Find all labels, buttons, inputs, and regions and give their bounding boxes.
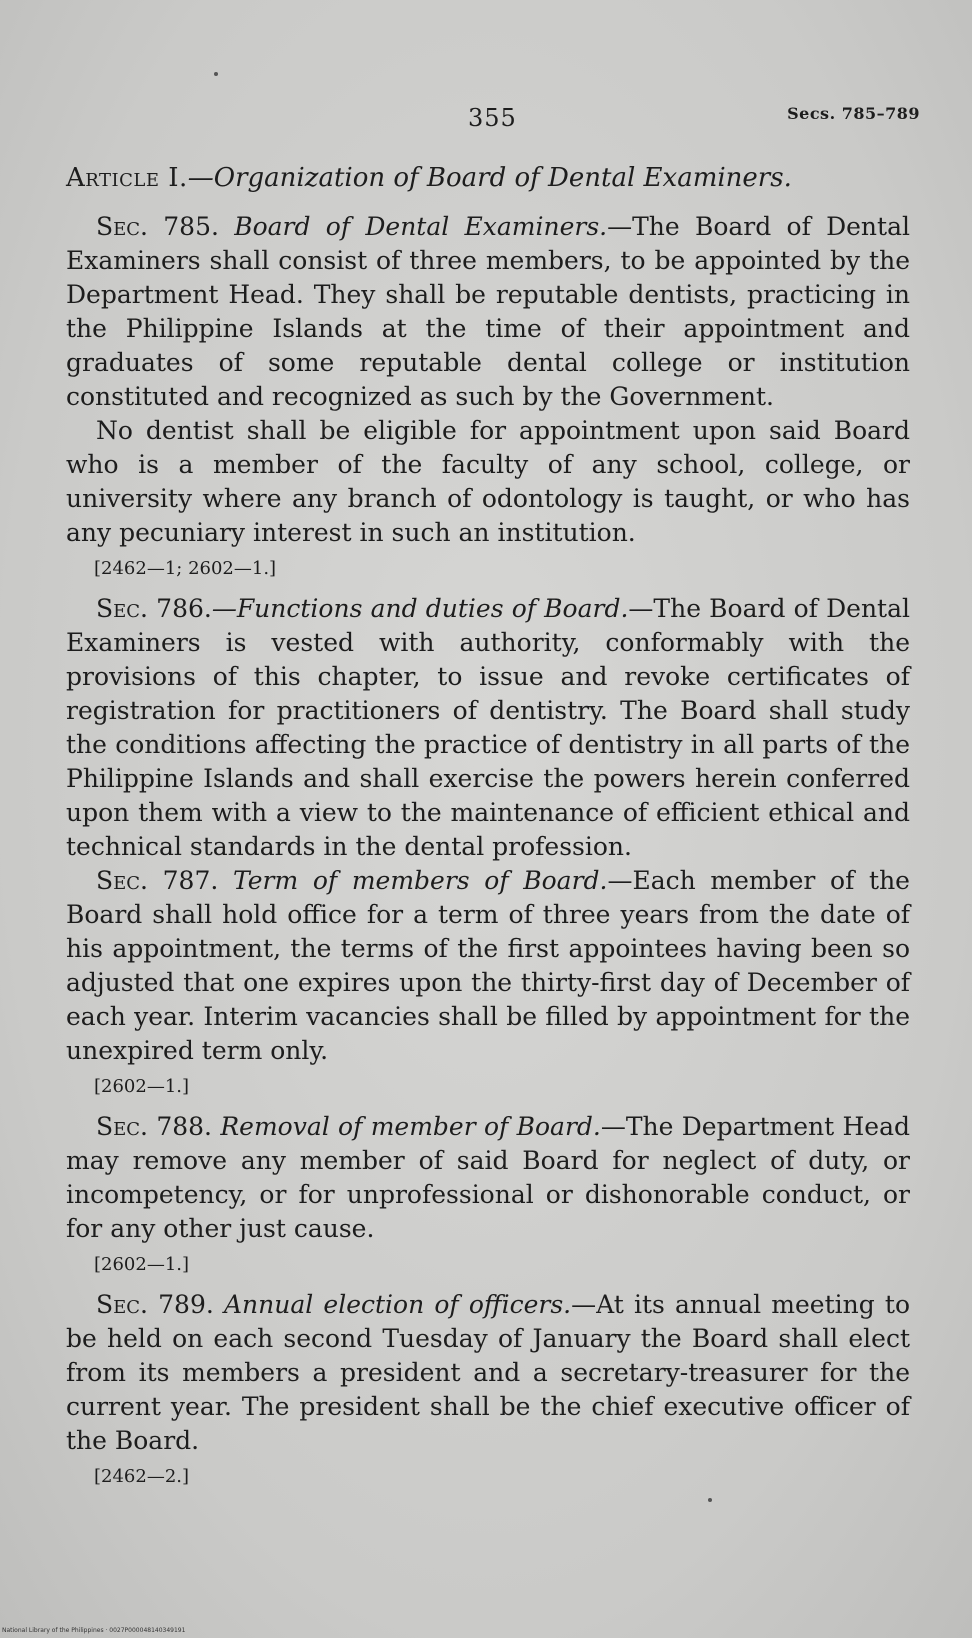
section-paragraph-2: No dentist shall be eligible for appointment upon said Board who is a member of the faculty of any school, college, or university where any branch of odontology is taught, or who has any pecuniary interest in such an institution. bbox=[66, 416, 910, 547]
article-title: —Organization of Board of Dental Examiners. bbox=[187, 163, 792, 193]
page-body bbox=[66, 160, 910, 1500]
section-number: Sec. 786. bbox=[96, 594, 212, 623]
section-number: Sec. 789. bbox=[96, 1290, 214, 1319]
section-text: —The Department Head may remove any member of said Board for neglect of duty, or incompetency, or for unprofessional or dishonorable conduct, or for any other just cause. bbox=[66, 1112, 910, 1243]
section-title: Annual election of officers. bbox=[224, 1290, 572, 1319]
section-title: —Functions and duties of Board. bbox=[211, 594, 629, 623]
section-title: Board of Dental Examiners. bbox=[234, 212, 608, 241]
section-787 bbox=[66, 864, 910, 1102]
footer-note: National Library of the Philippines · 0027P000048140349191 bbox=[2, 1627, 186, 1634]
article-label: Article I. bbox=[66, 163, 188, 193]
section-paragraph bbox=[66, 1110, 910, 1246]
section-paragraph bbox=[66, 864, 910, 1068]
section-789 bbox=[66, 1288, 910, 1492]
citation: [2602—1.] bbox=[94, 1076, 190, 1097]
section-paragraph bbox=[66, 592, 910, 864]
running-head: Secs. 785–789 bbox=[787, 104, 920, 123]
citation: [2462—1; 2602—1.] bbox=[94, 558, 277, 579]
section-paragraph bbox=[66, 210, 910, 414]
section-number: Sec. 788. bbox=[96, 1112, 212, 1141]
section-title: Removal of member of Board. bbox=[220, 1112, 601, 1141]
citation: [2602—1.] bbox=[94, 1254, 190, 1275]
section-785 bbox=[66, 210, 910, 584]
section-text: —At its annual meeting to be held on each second Tuesday of January the Board shall elect from its members a president and a secretary-treasurer for the current year. The president shall be the chief executive officer of the Board. bbox=[66, 1290, 910, 1455]
scan-speck bbox=[214, 72, 218, 76]
section-786 bbox=[66, 592, 910, 864]
section-text: —The Board of Dental Examiners shall consist of three members, to be appointed by the Department Head. They shall be reputable dentists, practicing in the Philippine Islands at the time of their appointment and graduates of some reputable dental college or institution constituted and recognized as such by the Government. bbox=[66, 212, 910, 411]
article-heading bbox=[66, 160, 910, 196]
page-number: 355 bbox=[468, 104, 517, 132]
section-title: Term of members of Board. bbox=[233, 866, 608, 895]
citation: [2462—2.] bbox=[94, 1466, 190, 1487]
section-text: —The Board of Dental Examiners is vested with authority, conformably with the provisions of this chapter, to issue and revoke certificates of registration for practitioners of dentistry. The Board shall study the conditions affecting the practice of dentistry in all parts of the Philippine Islands and shall exercise the powers herein conferred upon them with a view to the maintenance of efficient ethical and technical standards in the dental profession. bbox=[66, 594, 910, 861]
section-number: Sec. 785. bbox=[96, 212, 219, 241]
section-number: Sec. 787. bbox=[96, 866, 219, 895]
section-788 bbox=[66, 1110, 910, 1280]
section-text: —Each member of the Board shall hold office for a term of three years from the date of his appointment, the terms of the first appointees having been so adjusted that one expires upon the thirty-first day of December of each year. Interim vacancies shall be filled by appointment for the unexpired term only. bbox=[66, 866, 910, 1065]
section-paragraph bbox=[66, 1288, 910, 1458]
